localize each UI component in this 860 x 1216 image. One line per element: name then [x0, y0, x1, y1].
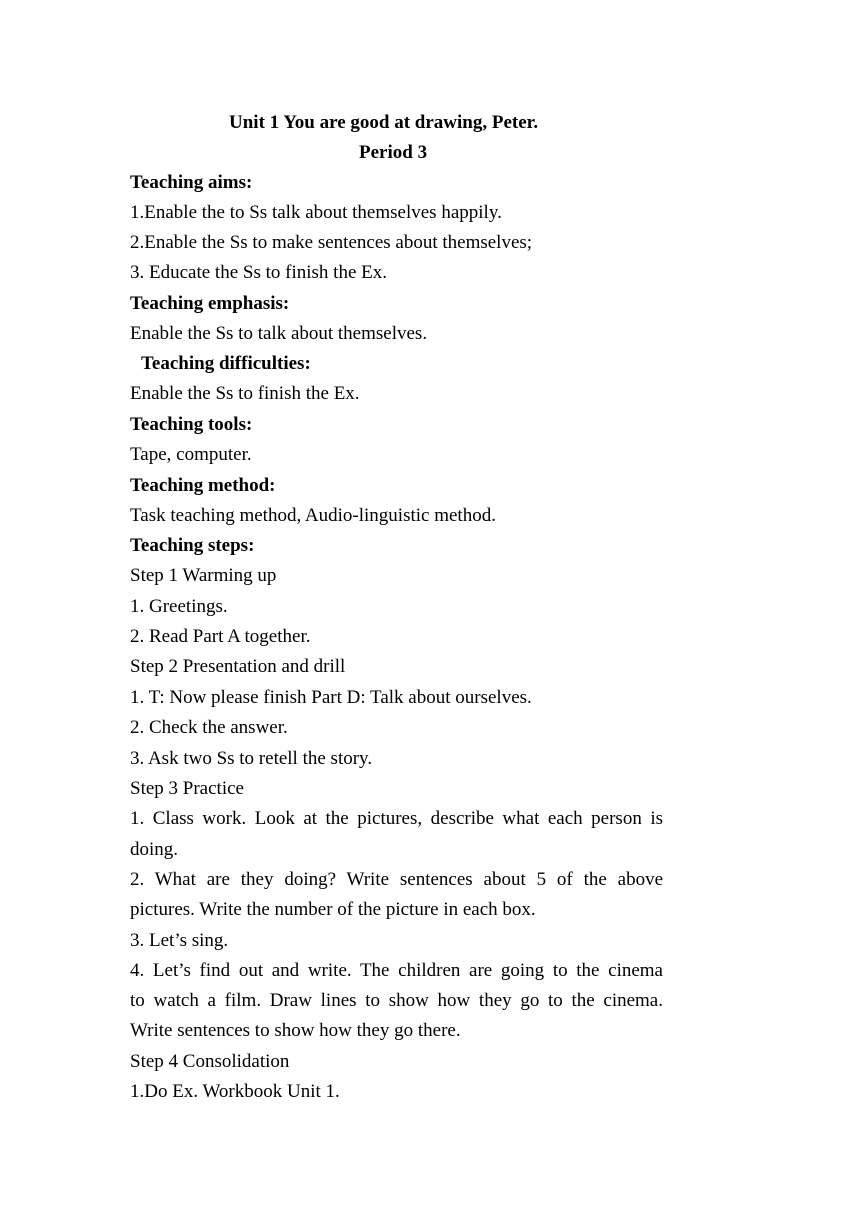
document-title: Unit 1 You are good at drawing, Peter.	[229, 112, 539, 133]
period-heading: Period 3	[359, 142, 428, 163]
step1-item: 2. Read Part A together.	[130, 626, 311, 647]
step3-item4-line2: to watch a film. Draw lines to show how they go to the cinema.	[130, 990, 663, 1011]
step2-item: 1. T: Now please finish Part D: Talk about ourselves.	[130, 687, 532, 708]
step3-item1-line2: doing.	[130, 839, 179, 860]
steps-heading: Teaching steps:	[130, 535, 255, 556]
step3-heading: Step 3 Practice	[130, 778, 244, 799]
step4-item: 1.Do Ex. Workbook Unit 1.	[130, 1081, 340, 1102]
step2-item: 2. Check the answer.	[130, 717, 288, 738]
step3-item4-line3: Write sentences to show how they go there.	[130, 1020, 461, 1041]
emphasis-text: Enable the Ss to talk about themselves.	[130, 323, 428, 344]
aim-item: 3. Educate the Ss to finish the Ex.	[130, 262, 387, 283]
step3-item2-line1: 2. What are they doing? Write sentences about 5 of the above	[130, 869, 663, 890]
emphasis-heading: Teaching emphasis:	[130, 293, 290, 314]
method-text: Task teaching method, Audio-linguistic method.	[130, 505, 496, 526]
step3-item1-line1: 1. Class work. Look at the pictures, describe what each person is	[130, 808, 663, 829]
step4-heading: Step 4 Consolidation	[130, 1051, 290, 1072]
tools-text: Tape, computer.	[130, 444, 252, 465]
difficulties-heading: Teaching difficulties:	[141, 353, 311, 374]
step3-item3: 3. Let’s sing.	[130, 930, 229, 951]
step1-item: 1. Greetings.	[130, 596, 228, 617]
step3-item4-line1: 4. Let’s find out and write. The children are going to the cinema	[130, 960, 663, 981]
aim-item: 2.Enable the Ss to make sentences about themselves;	[130, 232, 533, 253]
aims-heading: Teaching aims:	[130, 172, 253, 193]
step3-item2-line2: pictures. Write the number of the picture in each box.	[130, 899, 536, 920]
method-heading: Teaching method:	[130, 475, 276, 496]
step1-heading: Step 1 Warming up	[130, 565, 277, 586]
step2-heading: Step 2 Presentation and drill	[130, 656, 346, 677]
aim-item: 1.Enable the to Ss talk about themselves happily.	[130, 202, 502, 223]
tools-heading: Teaching tools:	[130, 414, 253, 435]
difficulties-text: Enable the Ss to finish the Ex.	[130, 383, 360, 404]
step2-item: 3. Ask two Ss to retell the story.	[130, 748, 373, 769]
